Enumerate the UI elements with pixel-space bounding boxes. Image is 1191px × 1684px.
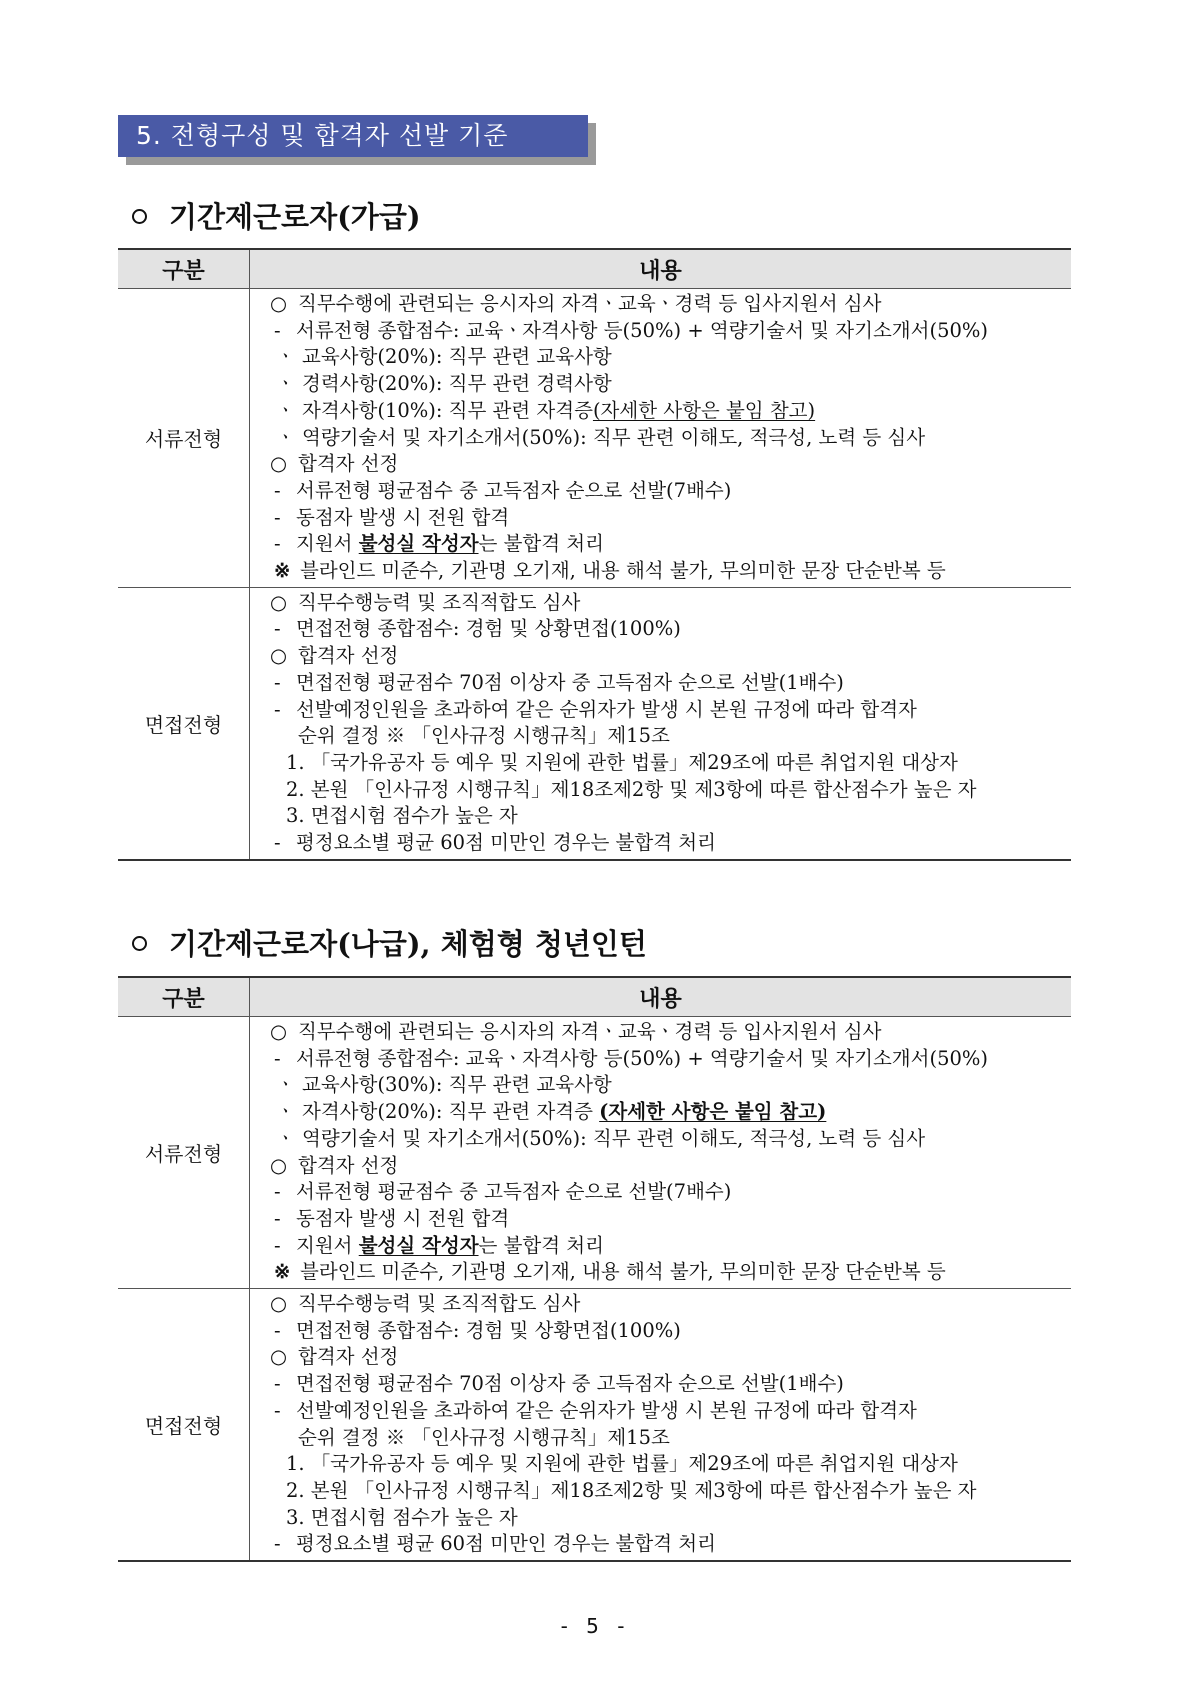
content-line [250, 1451, 1071, 1478]
dash-bullet: - [274, 532, 281, 556]
content-line [250, 1206, 1071, 1233]
line-text: 직무수행에 관련되는 응시자의 자격ㆍ교육ㆍ경력 등 입사지원서 심사 [298, 1020, 882, 1043]
line-text: 2. 본원 「인사규정 시행규칙」제18조제2항 및 제3항에 따른 합산점수가 높은 자 [286, 777, 977, 801]
line-text: 1. 「국가유공자 등 예우 및 지원에 관한 법률」제29조에 따른 취업지원 대상자 [286, 750, 958, 774]
note-mark: ※ [274, 559, 291, 583]
line-text: 합격자 선정 [298, 1345, 399, 1369]
row-content [250, 289, 1072, 588]
criteria-table-2-body [118, 1017, 1071, 1562]
line-text: 선발예정인원을 초과하여 같은 순위자가 발생 시 본원 규정에 따라 합격자 [296, 1398, 917, 1422]
row-category: 서류전형 [118, 1017, 250, 1289]
line-text: 3. 면접시험 점수가 높은 자 [286, 1505, 518, 1529]
line-text: 서류전형 평균점수 중 고득점자 순으로 선발(7배수) [296, 478, 732, 502]
content-line [250, 750, 1071, 777]
row-category: 면접전형 [118, 1289, 250, 1562]
circle-bullet: ○ [270, 1292, 288, 1316]
dash-bullet: - [274, 1233, 281, 1257]
line-tail: 는 불합격 처리 [478, 532, 604, 556]
content-line [250, 1072, 1071, 1099]
line-text: 지원서 [296, 532, 359, 556]
line-text: 순위 결정 ※ 「인사규정 시행규칙」제15조 [298, 724, 670, 748]
line-text: 1. 「국가유공자 등 예우 및 지원에 관한 법률」제29조에 따른 취업지원 대상자 [286, 1452, 958, 1476]
line-text: 자격사항(10%): 직무 관련 자격증 [302, 398, 593, 422]
circle-bullet: ○ [270, 1153, 288, 1177]
circle-bullet: ○ [270, 292, 288, 315]
line-text: 직무수행능력 및 조직적합도 심사 [298, 1292, 581, 1316]
line-text: 평정요소별 평균 60점 미만인 경우는 불합격 처리 [296, 1532, 716, 1556]
table-row [118, 1289, 1071, 1562]
dash-bullet: - [274, 670, 281, 694]
row-category: 면접전형 [118, 587, 250, 860]
line-text: 합격자 선정 [298, 452, 399, 476]
line-text: 서류전형 종합점수: 교육ㆍ자격사항 등(50%) + 역량기술서 및 자기소개서(50%) [296, 318, 989, 342]
content-line [250, 344, 1071, 371]
content-line [250, 371, 1071, 398]
table-1-heading-text: 기간제근로자(가급) [169, 200, 421, 234]
line-text: 역량기술서 및 자기소개서(50%): 직무 관련 이해도, 적극성, 노력 등 심사 [302, 1126, 926, 1150]
content-lines [250, 1017, 1071, 1288]
line-text: 순위 결정 ※ 「인사규정 시행규칙」제15조 [298, 1425, 670, 1449]
circle-bullet-icon [132, 936, 147, 951]
line-tail: 는 불합격 처리 [478, 1233, 604, 1257]
circle-bullet: ○ [270, 452, 288, 476]
content-line [250, 1505, 1071, 1532]
section-title: 5. 전형구성 및 합격자 선발 기준 [118, 115, 588, 157]
content-line [250, 643, 1071, 670]
line-text: 면접전형 평균점수 70점 이상자 중 고득점자 순으로 선발(1배수) [296, 1372, 844, 1396]
dot-bullet: ㆍ [276, 1100, 295, 1124]
dash-bullet: - [274, 1372, 281, 1396]
line-text: 서류전형 평균점수 중 고득점자 순으로 선발(7배수) [296, 1180, 732, 1204]
line-text: 선발예정인원을 초과하여 같은 순위자가 발생 시 본원 규정에 따라 합격자 [296, 697, 917, 721]
content-line [250, 1478, 1071, 1505]
emphasis-text: 불성실 작성자 [358, 1233, 479, 1257]
content-line [250, 318, 1071, 345]
content-line [250, 1153, 1071, 1180]
content-line [250, 451, 1071, 478]
line-text: 지원서 [296, 1233, 359, 1257]
content-line [250, 1233, 1071, 1260]
dash-bullet: - [274, 1532, 281, 1556]
content-line [250, 1291, 1071, 1318]
table-2-heading [132, 922, 647, 963]
content-line [250, 723, 1071, 750]
content-line [250, 697, 1071, 724]
section-header [118, 115, 596, 165]
table-row [118, 289, 1071, 588]
content-line [250, 1318, 1071, 1345]
content-line [250, 830, 1071, 857]
content-line [250, 478, 1071, 505]
line-text: 블라인드 미준수, 기관명 오기재, 내용 해석 불가, 무의미한 문장 단순반복 등 [300, 559, 946, 583]
note-mark: ※ [274, 1260, 291, 1284]
line-text: 합격자 선정 [298, 644, 399, 668]
column-header-content: 내용 [250, 977, 1072, 1017]
dash-bullet: - [274, 697, 281, 721]
line-text: 교육사항(20%): 직무 관련 교육사항 [302, 345, 612, 369]
column-header-category: 구분 [118, 977, 250, 1017]
content-line [250, 1344, 1071, 1371]
dot-bullet: ㆍ [276, 372, 295, 396]
content-line [250, 1371, 1071, 1398]
line-text: 직무수행능력 및 조직적합도 심사 [298, 590, 581, 614]
line-text: 블라인드 미준수, 기관명 오기재, 내용 해석 불가, 무의미한 문장 단순반복 등 [300, 1260, 946, 1284]
content-lines [250, 289, 1071, 587]
column-header-category: 구분 [118, 249, 250, 289]
dot-bullet: ㆍ [276, 398, 295, 422]
line-text: 면접전형 평균점수 70점 이상자 중 고득점자 순으로 선발(1배수) [296, 670, 844, 694]
dash-bullet: - [274, 1398, 281, 1422]
content-line [250, 1398, 1071, 1425]
dash-bullet: - [274, 505, 281, 529]
table-1-heading [132, 195, 421, 236]
table-header-row [118, 249, 1071, 289]
content-line [250, 1259, 1071, 1286]
line-text: 서류전형 종합점수: 교육ㆍ자격사항 등(50%) + 역량기술서 및 자기소개서(50%) [296, 1046, 989, 1070]
criteria-table-1-body [118, 289, 1071, 860]
dash-bullet: - [274, 318, 281, 342]
table-row [118, 587, 1071, 860]
reference-note: (자세한 사항은 붙임 참고) [592, 398, 816, 422]
content-line [250, 590, 1071, 617]
content-line [250, 1425, 1071, 1452]
line-text: 역량기술서 및 자기소개서(50%): 직무 관련 이해도, 적극성, 노력 등 심사 [302, 425, 926, 449]
content-line [250, 1531, 1071, 1558]
content-line [250, 1046, 1071, 1073]
dash-bullet: - [274, 478, 281, 502]
content-line [250, 398, 1071, 425]
line-text: 합격자 선정 [298, 1153, 399, 1177]
content-line [250, 670, 1071, 697]
content-line [250, 558, 1071, 585]
content-line [250, 531, 1071, 558]
row-category: 서류전형 [118, 289, 250, 588]
dot-bullet: ㆍ [276, 1073, 295, 1097]
line-text: 2. 본원 「인사규정 시행규칙」제18조제2항 및 제3항에 따른 합산점수가 높은 자 [286, 1478, 977, 1502]
content-line [250, 425, 1071, 452]
criteria-table-1 [118, 248, 1071, 861]
line-text: 면접전형 종합점수: 경험 및 상황면접(100%) [296, 617, 681, 641]
row-content [250, 1289, 1072, 1562]
dash-bullet: - [274, 1206, 281, 1230]
table-header-row [118, 977, 1071, 1017]
circle-bullet: ○ [270, 590, 288, 614]
content-line [250, 616, 1071, 643]
content-line [250, 505, 1071, 532]
dash-bullet: - [274, 1180, 281, 1204]
emphasis-text: 불성실 작성자 [358, 532, 479, 556]
line-text: 동점자 발생 시 전원 합격 [296, 1206, 510, 1230]
dot-bullet: ㆍ [276, 345, 295, 369]
circle-bullet-icon [132, 209, 147, 224]
criteria-table-2 [118, 976, 1071, 1562]
line-text: 면접전형 종합점수: 경험 및 상황면접(100%) [296, 1318, 681, 1342]
circle-bullet: ○ [270, 1020, 288, 1043]
content-line [250, 291, 1071, 318]
dash-bullet: - [274, 617, 281, 641]
line-text: 평정요소별 평균 60점 미만인 경우는 불합격 처리 [296, 831, 716, 855]
page-number: - 5 - [560, 1614, 631, 1638]
line-text: 경력사항(20%): 직무 관련 경력사항 [302, 372, 612, 396]
content-line [250, 777, 1071, 804]
row-content [250, 587, 1072, 860]
dash-bullet: - [274, 1046, 281, 1070]
content-line [250, 1179, 1071, 1206]
circle-bullet: ○ [270, 644, 288, 668]
column-header-content: 내용 [250, 249, 1072, 289]
content-lines [250, 1289, 1071, 1560]
content-line [250, 803, 1071, 830]
row-content [250, 1017, 1072, 1289]
table-2-heading-text: 기간제근로자(나급), 체험형 청년인턴 [169, 927, 647, 961]
line-text: 자격사항(20%): 직무 관련 자격증 [302, 1100, 600, 1124]
dot-bullet: ㆍ [276, 1126, 295, 1150]
dash-bullet: - [274, 1318, 281, 1342]
content-line [250, 1126, 1071, 1153]
line-text: 교육사항(30%): 직무 관련 교육사항 [302, 1073, 612, 1097]
line-text: 3. 면접시험 점수가 높은 자 [286, 804, 518, 828]
line-text: 직무수행에 관련되는 응시자의 자격ㆍ교육ㆍ경력 등 입사지원서 심사 [298, 292, 882, 315]
table-row [118, 1017, 1071, 1289]
dot-bullet: ㆍ [276, 425, 295, 449]
circle-bullet: ○ [270, 1345, 288, 1369]
emphasis-text: (자세한 사항은 붙임 참고) [599, 1100, 827, 1124]
content-line [250, 1019, 1071, 1046]
content-line [250, 1099, 1071, 1126]
line-text: 동점자 발생 시 전원 합격 [296, 505, 510, 529]
dash-bullet: - [274, 831, 281, 855]
content-lines [250, 588, 1071, 859]
